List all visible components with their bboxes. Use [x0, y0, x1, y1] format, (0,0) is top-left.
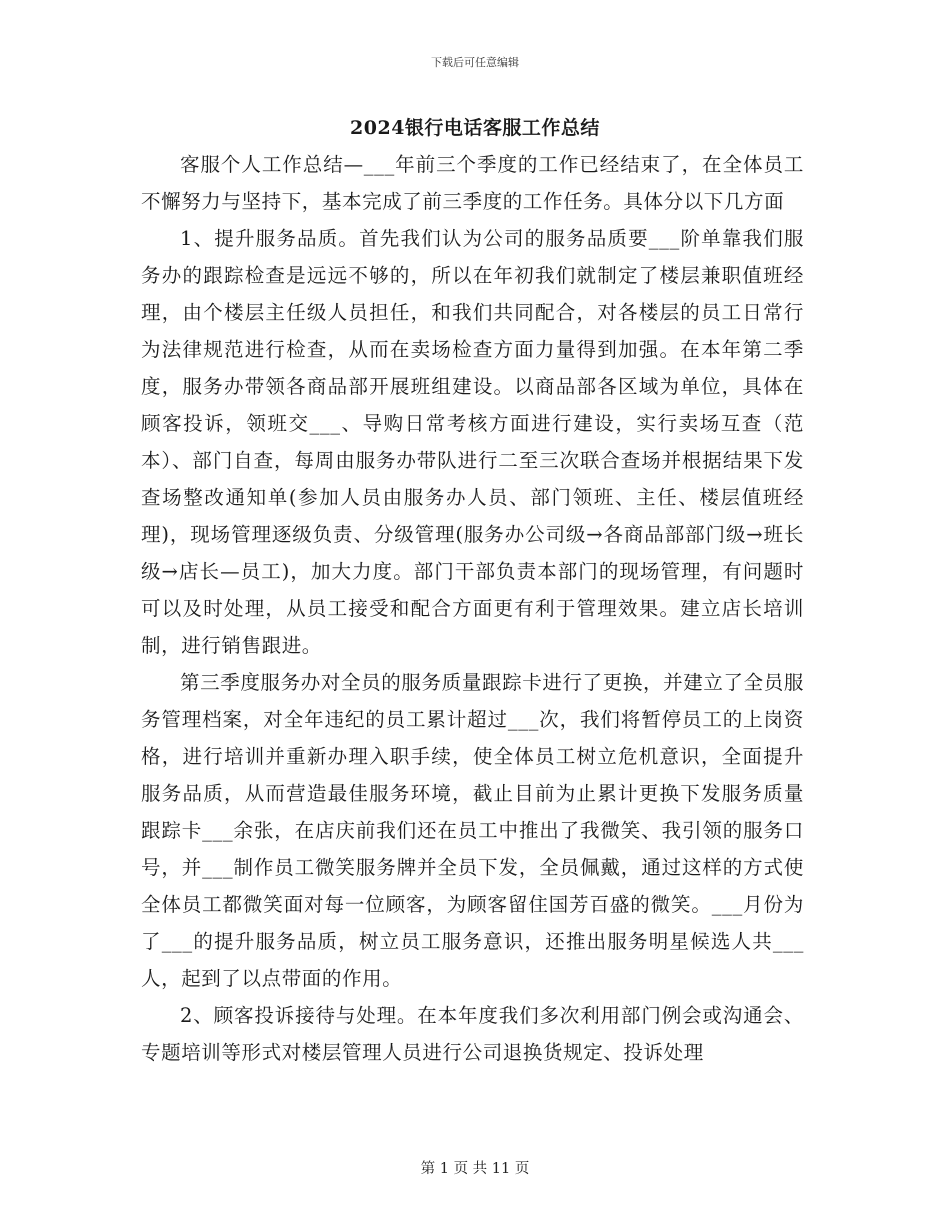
paragraph-service-quality: 1、提升服务品质。首先我们认为公司的服务品质要___阶单靠我们服务办的跟踪检查是远远不够的，所以在年初我们就制定了楼层兼职值班经理，由个楼层主任级人员担任，和我们共同配合，对各楼层的员工日常行为法律规范进行检查，从而在卖场检查方面力量得到加强。在本年第二季度，服务办带领各商品部开展班组建设。以商品部各区域为单位，具体在顾客投诉，领班交___、导购日常考核方面进行建设，实行卖场互查（范本）、部门自查，每周由服务办带队进行二至三次联合查场并根据结果下发查场整改通知单(参加人员由服务办人员、部门领班、主任、楼层值班经理)，现场管理逐级负责、分级管理(服务办公司级→各商品部部门级→班长级→店长—员工)，加大力度。部门干部负责本部门的现场管理，有问题时可以及时处理，从员工接受和配合方面更有利于管理效果。建立店长培训制，进行销售跟进。	[141, 227, 804, 657]
page-number: 第 1 页 共 11 页	[420, 1161, 530, 1177]
document-title: 2024银行电话客服工作总结	[350, 117, 600, 139]
header-note: 下载后可任意编辑	[431, 56, 519, 69]
paragraph-complaints: 2、顾客投诉接待与处理。在本年度我们多次利用部门例会或沟通会、专题培训等形式对楼层管理人员进行公司退换货规定、投诉处理	[141, 1004, 804, 1064]
paragraph-intro: 客服个人工作总结—___年前三个季度的工作已经结束了，在全体员工不懈努力与坚持下，基本完成了前三季度的工作任务。具体分以下几方面	[141, 153, 804, 213]
document-body	[141, 146, 804, 1071]
paragraph-third-quarter: 第三季度服务办对全员的服务质量跟踪卡进行了更换，并建立了全员服务管理档案，对全年违纪的员工累计超过___次，我们将暂停员工的上岗资格，进行培训并重新办理入职手续，使全体员工树立危机意识，全面提升服务品质，从而营造最佳服务环境，截止目前为止累计更换下发服务质量跟踪卡___余张，在店庆前我们还在员工中推出了我微笑、我引领的服务口号，并___制作员工微笑服务牌并全员下发，全员佩戴，通过这样的方式使全体员工都微笑面对每一位顾客，为顾客留住国芳百盛的微笑。___月份为了___的提升服务品质，树立员工服务意识，还推出服务明星候选人共___人，起到了以点带面的作用。	[141, 671, 804, 990]
